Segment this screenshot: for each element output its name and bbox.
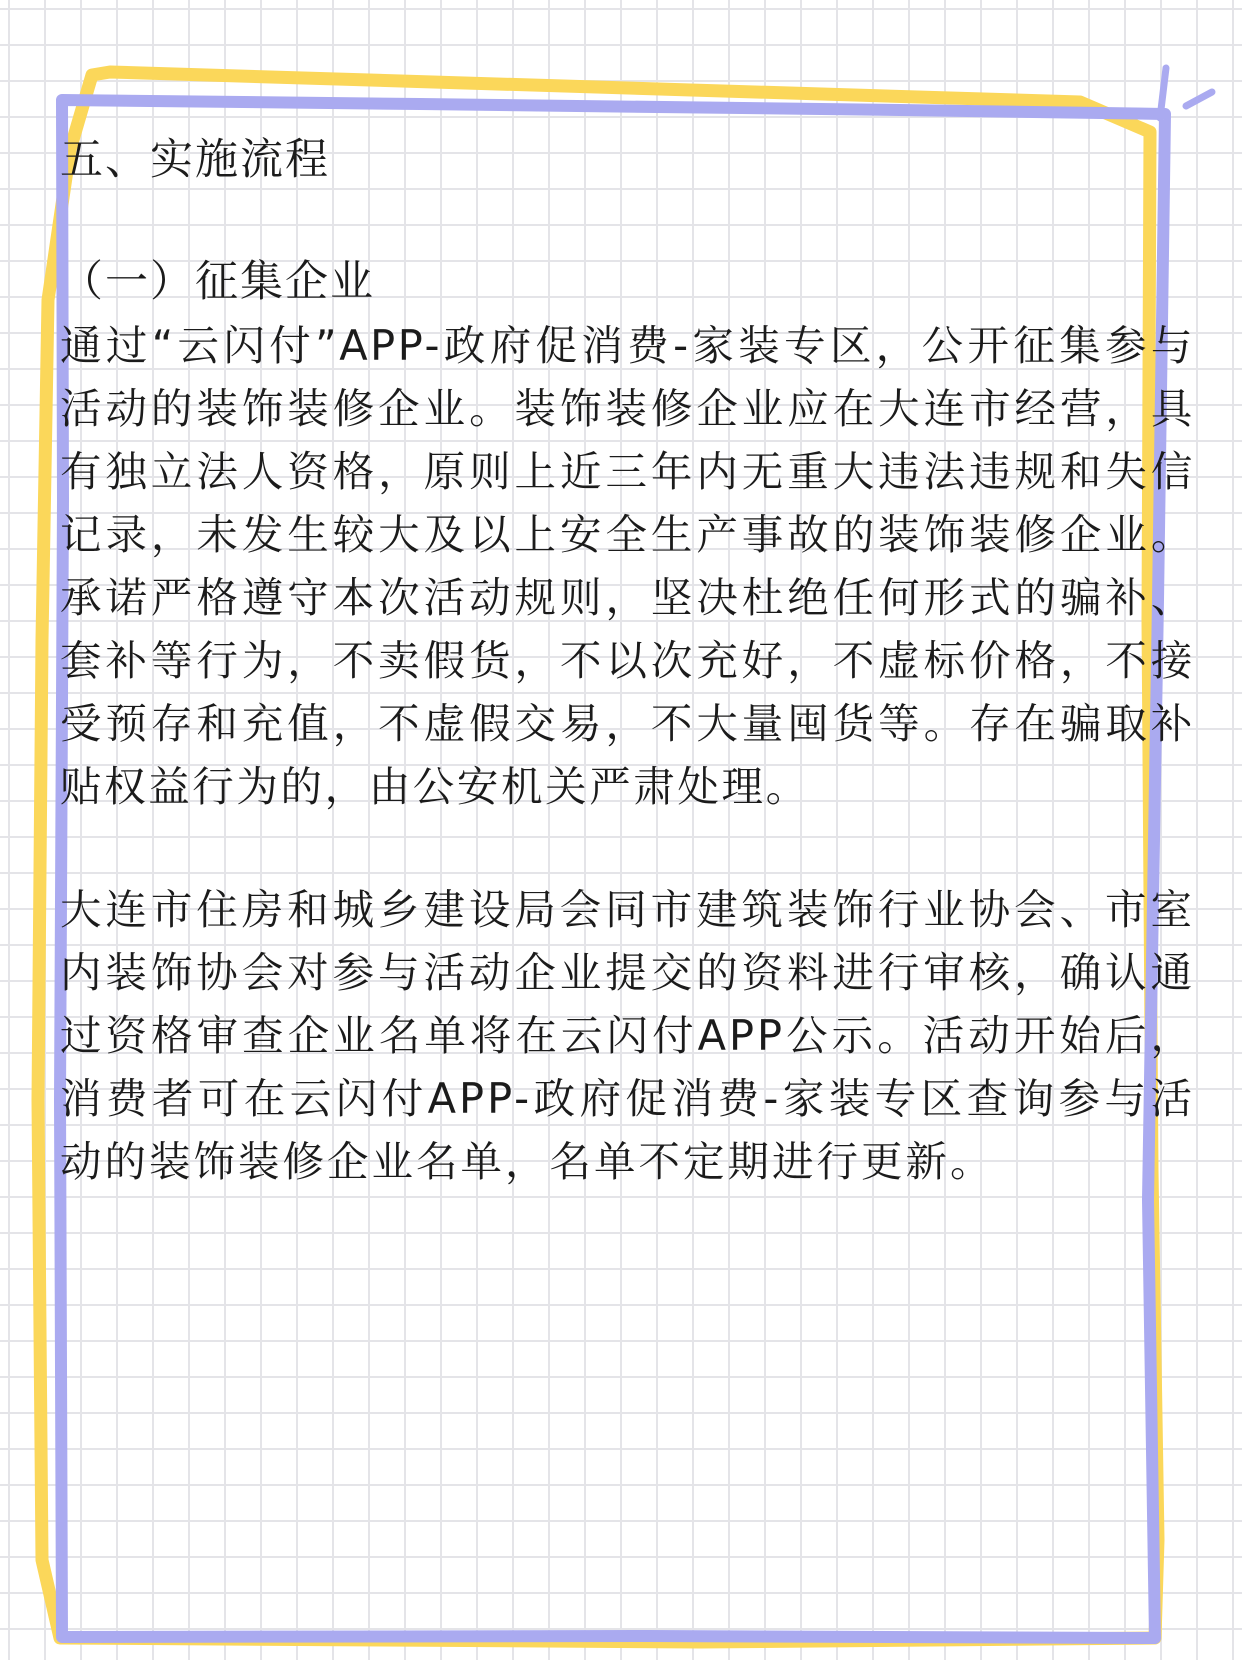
section-heading: 五、实施流程 (60, 135, 330, 185)
paragraph-review-process: 大连市住房和城乡建设局会同市建筑装饰行业协会、市室内装饰协会对参与活动企业提交的资料进行审核，确认通过资格审查企业名单将在云闪付APP公示。活动开始后，消费者可在云闪付APP-政府促消费-家装专区查询参与活动的装饰装修企业名单，名单不定期进行更新。 (60, 885, 1195, 1186)
flourish-stroke-2 (1186, 92, 1212, 106)
subsection-heading: （一）征集企业 (60, 257, 375, 307)
paragraph-enterprise-requirements: 通过“云闪付”APP-政府促消费-家装专区，公开征集参与活动的装饰装修企业。装饰装修企业应在大连市经营，具有独立法人资格，原则上近三年内无重大违法违规和失信记录，未发生较大及以上安全生产事故的装饰装修企业。承诺严格遵守本次活动规则，坚决杜绝任何形式的骗补、套补等行为，不卖假货，不以次充好，不虚标价格，不接受预存和充值，不虚假交易，不大量囤货等。存在骗取补贴权益行为的，由公安机关严肃处理。 (60, 321, 1195, 811)
document-body (60, 128, 1195, 1193)
